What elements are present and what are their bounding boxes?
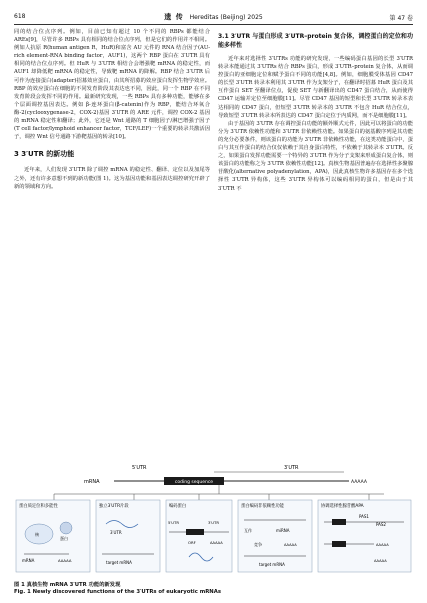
panel-coding-protein bbox=[166, 500, 232, 572]
panel3-title: 编码蛋白 bbox=[169, 504, 187, 509]
left-paragraph-2: 近年来，人们发现 3′UTR 除了调控 mRNA 的稳定性、翻译、定位以及加尾等之外，还有许多意想不到的新功能(图 1)。这为基因功能和基因表达调控研究开辟了新的领域和方向。 bbox=[14, 167, 210, 190]
panel-independent-3utr bbox=[96, 500, 160, 572]
panel5-cds-box-2 bbox=[332, 541, 346, 547]
panel1-label-4: AAAAA bbox=[58, 558, 72, 563]
left-column bbox=[14, 28, 210, 191]
panel4-label-2: miRNA bbox=[276, 528, 290, 533]
panel5-label-1: PAS1 bbox=[359, 514, 369, 519]
mrna-label: mRNA bbox=[84, 479, 100, 485]
panel3-orf-box bbox=[186, 529, 204, 535]
running-header bbox=[14, 10, 413, 22]
subsection-heading: 3.1 3′UTR 与蛋白形成 3′UTR–protein 复合体，调控蛋白的定位和功能多样性 bbox=[218, 33, 413, 49]
panel5-cds-box-1 bbox=[332, 519, 346, 525]
panel5-label-3: AAAAA bbox=[376, 543, 389, 547]
page-number: 618 bbox=[14, 13, 26, 20]
figure-caption-cn: 图 1 真核生物 mRNA 3′UTR 功能的新发现 bbox=[14, 582, 121, 588]
right-paragraph-2: 由于基因的 3′UTR 存在调控蛋白功能的额外顺式元件，因此可以将蛋白的功能分为 3′UTR 依赖性功能和 3′UTR 非依赖性功能。如果蛋白的氨基酸序列是其功能的充分必要条件，则该蛋白的功能为 3′UTR 非依赖性功能，在这类功能蛋白中，蛋白与其互作蛋白的结合仅仅依赖于其自身蛋白特性，不依赖于其转录本 3′UTR。反之，如果蛋白发挥功能需要一个特异的 3′UTR 作为分子支架来形成蛋白复合体，则该蛋白的功能称之为 3′UTR 依赖性功能[12]。真核生物基因普遍存在选择性多聚腺苷酸化(alternative polyadenylation，APA)，因此真核生物许多基因存在多个选择性 3′UTR 异构体，这些 3′UTR 异构体可以编码相同的蛋白，但是由于其 3′UTR 不 bbox=[218, 120, 414, 192]
panel1-title: 蛋白质定位和多能性 bbox=[19, 504, 58, 509]
panel5-label-2: PAS2 bbox=[376, 522, 386, 527]
figure-caption-en: Fig. 1 Newly discovered functions of the 3′UTRs of eukaryotic mRNAs bbox=[14, 589, 221, 595]
journal-logo: 遗 传 bbox=[164, 13, 184, 21]
header-rule bbox=[14, 24, 413, 25]
protein-blob bbox=[60, 522, 72, 534]
panel4-label-3: 竞争 bbox=[254, 542, 262, 547]
panel1-label-1: 核 bbox=[35, 532, 40, 537]
utr5-label: 5′UTR bbox=[132, 465, 147, 471]
right-column bbox=[218, 28, 413, 193]
volume-label: 第 47 卷 bbox=[389, 15, 413, 22]
top-polya-label: AAAAA bbox=[351, 480, 367, 485]
panel3-label-3: ORF bbox=[188, 540, 196, 545]
cds-label: coding sequence bbox=[174, 480, 214, 485]
panel4-title: 蛋白编码非依赖性功能 bbox=[241, 504, 284, 509]
panel-noncoding-function bbox=[238, 500, 312, 572]
left-paragraph-1: 同的结合位点序列。例如，目前已知有超过 10 个不同的 RBPs 都能结合 AREs[9]，尽管许多 RBPs 具有相同的结合位点序列，但是它们的作用并不相同。例如人抗原 R(human antigen R，HuR)和富含 AU 元件的 RNA 结合因子(AU-rich element-RNA binding factor，AUF1)，这两个 RBP 蛋白在 3′UTR 具有相同的结合位点序列。但 HuR 与 3′UTR 相结合会增强靶 mRNA 的稳定性，而 AUF1 却降低靶 mRNA 的稳定性，导致靶 mRNA 的降解。RBP 结合 3′UTR 后可作为连接蛋白(adapter)招募效应蛋白，由其所招募的效应蛋白发挥生物学效应。RBP 的效应蛋白在细胞的不同发育阶段其表达也不同，因此，同一个 RBP 在不同发育阶段会发挥不同的作用。最新研究发现，一些 RBPs 具有多种功能，能够在多个层面调控基因表达。例如 β-连环蛋白(β-catenin)作为 RBP，能结合环氧合酶-2(cyclooxygenase-2，COX-2)基因 3′UTR 的 ARE 元件，调控 COX-2 基因的 mRNA 稳定性和翻译；此外，它还是 Wnt 通路的 T 细胞因子/淋巴增强子因子(T cell factor/lymphoid enhancer factor，TCF/LEF)一个重要的转录共激活因子，调控 Wnt 信号通路下游靶基因的转录[10]。 bbox=[14, 29, 210, 141]
panel5-title: 协调选择性腺苷酸APA bbox=[321, 504, 364, 509]
utr3-label: 3′UTR bbox=[284, 465, 299, 471]
panel1-label-2: mRNA bbox=[22, 558, 35, 563]
right-paragraph-1: 近年来对选择性 3′UTRs 功能的研究发现，一些编码蛋白基因的长型 3′UTR 转录本能通过其 3′UTRs 结合 RBPs 蛋白，形成 3′UTR–protein 复合体，从而调控蛋白的亚细胞定位和赋予蛋白不同的功能[4,8]。例如，细胞膜受体基因 CD47 的长型 3′UTR 转录本利用其 3′UTR 作为支架分子，在翻译时招募 HuR 蛋白及其互作蛋白 SET 至翻译位点，促使 SET 与新翻译出的 CD47 蛋白结合，从而使得 CD47 运输并定位至细胞膜[11]。尽管 CD47 基因的短型和长型 3′UTR 转录本表达相同的 CD47 蛋白，但短型 3′UTR 转录本的 3′UTR 不包含 HuR 结合位点，导致短型 3′UTR 转录本所表达的 CD47 蛋白定位于内质网，而不是细胞膜[11]。 bbox=[218, 56, 413, 119]
panel4-label-4: AAAAA bbox=[284, 543, 297, 547]
panel2-label-2: target mRNA bbox=[106, 560, 132, 565]
journal-name: Hereditas (Beijing) 2025 bbox=[189, 14, 263, 21]
panel-alternative-polyadenylation bbox=[318, 500, 411, 572]
panel2-label-1: 3′UTR bbox=[110, 530, 122, 535]
panel1-label-3: 蛋白 bbox=[60, 536, 68, 541]
panel-protein-localization bbox=[16, 500, 90, 572]
panel3-label-4: AAAAA bbox=[210, 541, 223, 545]
panel3-label-1: 5′UTR bbox=[168, 520, 180, 525]
panel2-title: 独立3′UTR片段 bbox=[99, 504, 129, 509]
figure-1-diagram bbox=[14, 462, 413, 574]
panel4-label-1: 互作 bbox=[244, 528, 252, 533]
panel3-label-2: 3′UTR bbox=[208, 520, 220, 525]
panel5-label-4: AAAAA bbox=[374, 559, 387, 563]
section-heading: 3 3′UTR 的新功能 bbox=[14, 150, 75, 159]
panel4-label-5: target mRNA bbox=[259, 562, 285, 567]
